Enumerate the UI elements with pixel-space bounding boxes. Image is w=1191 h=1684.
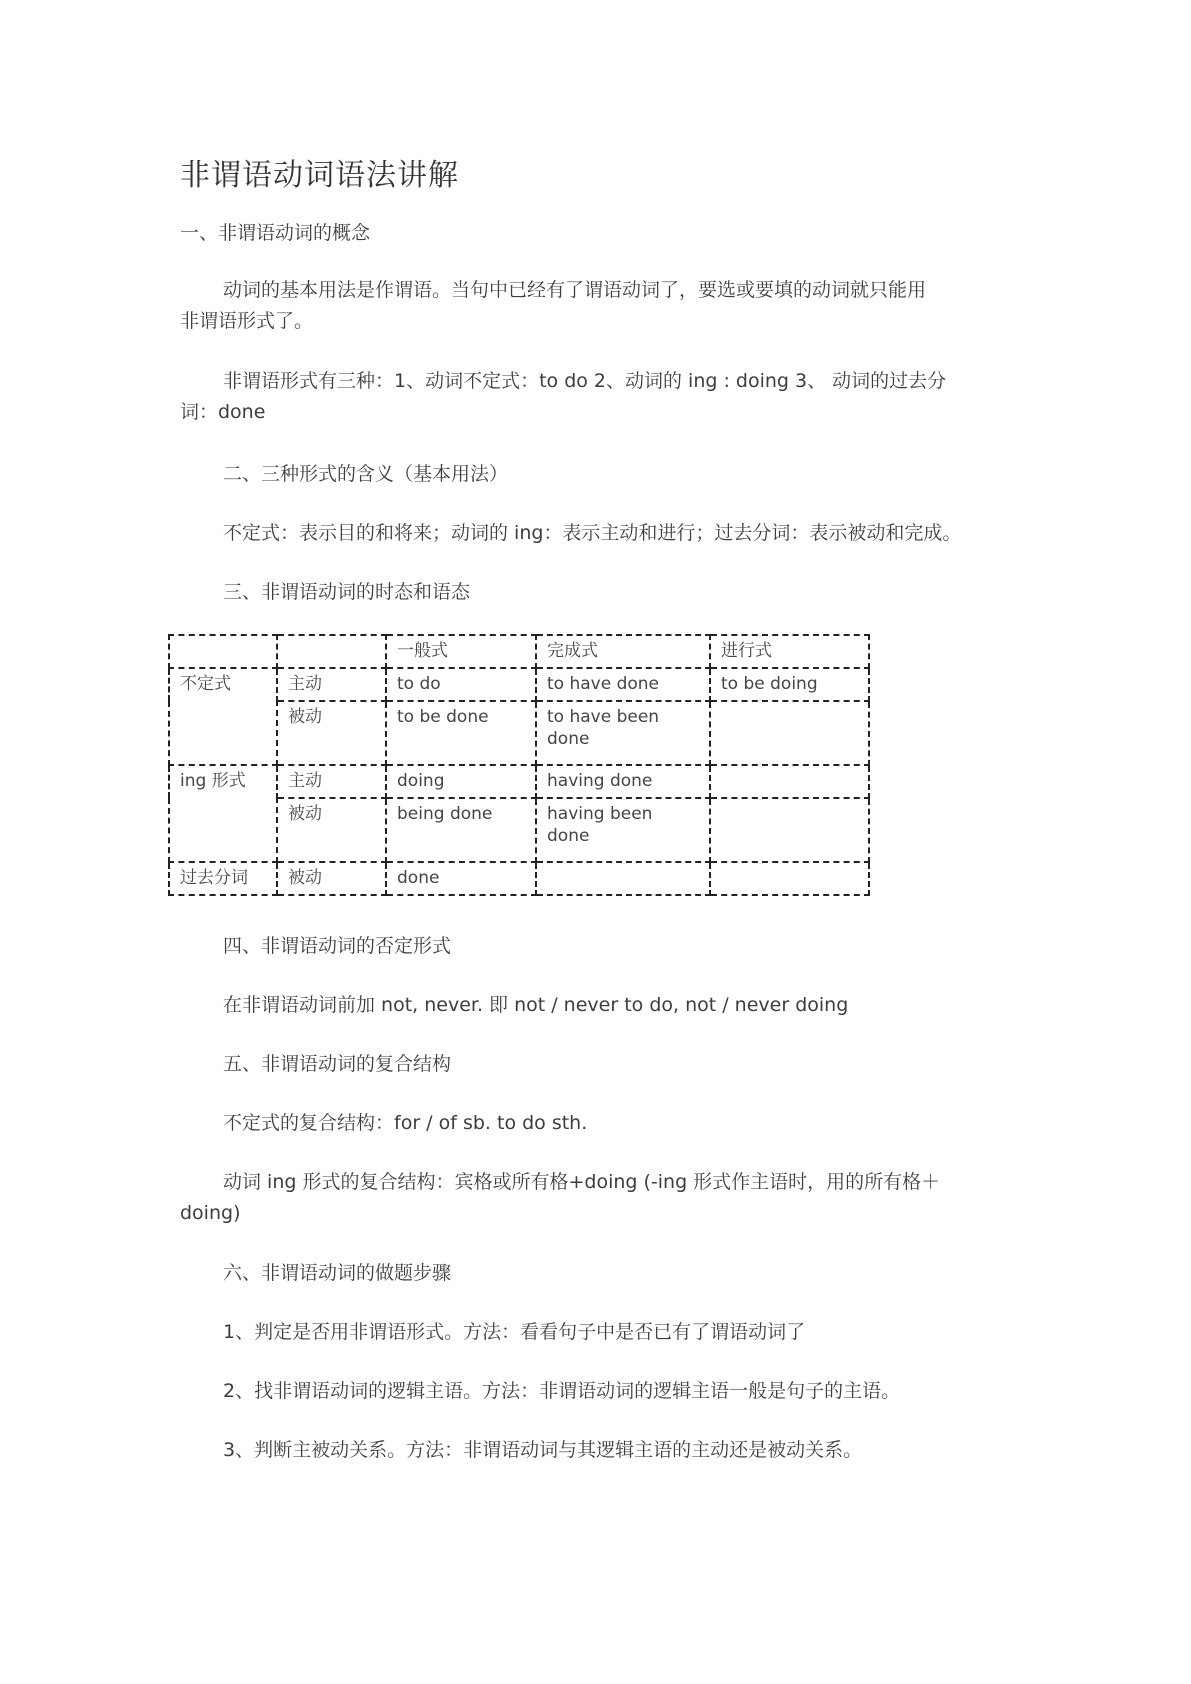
table-cell-voice: 被动 xyxy=(277,701,386,765)
table-header-cell: 进行式 xyxy=(710,635,869,668)
section-5-paragraph-1: 不定式的复合结构：for / of sb. to do sth. xyxy=(223,1112,588,1134)
section-1-heading: 一、非谓语动词的概念 xyxy=(180,222,371,244)
step-1: 1、判定是否用非谓语形式。方法：看看句子中是否已有了谓语动词了 xyxy=(223,1321,806,1343)
table-cell-form: 不定式 xyxy=(169,668,277,765)
table-cell xyxy=(710,798,869,862)
table-cell: having been done xyxy=(536,798,710,862)
table-cell-voice: 被动 xyxy=(277,798,386,862)
section-4-body: 在非谓语动词前加 not, never. 即 not / never to do, not / never doing xyxy=(223,994,849,1016)
step-3: 3、判断主被动关系。方法：非谓语动词与其逻辑主语的主动还是被动关系。 xyxy=(223,1439,863,1461)
paragraph-line: 动词 ing 形式的复合结构：宾格或所有格+doing (-ing 形式作主语时，用的所有格＋ xyxy=(223,1171,941,1193)
table-cell-form: ing 形式 xyxy=(169,765,277,862)
table-cell-voice: 主动 xyxy=(277,668,386,701)
section-5-heading: 五、非谓语动词的复合结构 xyxy=(223,1053,452,1075)
paragraph-line: 动词的基本用法是作谓语。当句中已经有了谓语动词了，要选或要填的动词就只能用 xyxy=(223,279,927,301)
page-title: 非谓语动词语法讲解 xyxy=(180,158,459,193)
table-cell: to have done xyxy=(536,668,710,701)
section-4-heading: 四、非谓语动词的否定形式 xyxy=(223,935,452,957)
table-row xyxy=(169,862,869,895)
paragraph-line: 非谓语形式有三种：1、动词不定式：to do 2、动词的 ing : doing 3、 动词的过去分 xyxy=(223,370,947,392)
table-cell: having done xyxy=(536,765,710,798)
table-cell-voice: 被动 xyxy=(277,862,386,895)
section-1-paragraph-2 xyxy=(180,366,1040,428)
section-3-heading: 三、非谓语动词的时态和语态 xyxy=(223,581,471,603)
table-cell xyxy=(536,862,710,895)
section-5-paragraph-2 xyxy=(180,1167,1040,1229)
table-cell: done xyxy=(386,862,536,895)
section-1-paragraph-1 xyxy=(180,275,1040,337)
table-header-cell xyxy=(169,635,277,668)
paragraph-line: 非谓语形式了。 xyxy=(180,310,314,332)
table-cell xyxy=(710,862,869,895)
table-cell-form: 过去分词 xyxy=(169,862,277,895)
table-cell: to be done xyxy=(386,701,536,765)
table-row xyxy=(169,765,869,798)
table-header-cell: 一般式 xyxy=(386,635,536,668)
table-row xyxy=(169,668,869,701)
table-cell: doing xyxy=(386,765,536,798)
section-2-body: 不定式：表示目的和将来；动词的 ing：表示主动和进行；过去分词：表示被动和完成。 xyxy=(223,522,962,544)
table-cell: to have been done xyxy=(536,701,710,765)
table-header-row xyxy=(169,635,869,668)
paragraph-line: doing) xyxy=(180,1202,241,1224)
table-cell: being done xyxy=(386,798,536,862)
table-cell: to be doing xyxy=(710,668,869,701)
table-cell xyxy=(710,765,869,798)
section-6-heading: 六、非谓语动词的做题步骤 xyxy=(223,1262,452,1284)
tense-voice-table xyxy=(168,634,870,896)
table-cell-voice: 主动 xyxy=(277,765,386,798)
table-cell xyxy=(710,701,869,765)
table-cell: to do xyxy=(386,668,536,701)
section-2-heading: 二、三种形式的含义（基本用法） xyxy=(223,463,509,485)
table-header-cell xyxy=(277,635,386,668)
table-header-cell: 完成式 xyxy=(536,635,710,668)
step-2: 2、找非谓语动词的逻辑主语。方法：非谓语动词的逻辑主语一般是句子的主语。 xyxy=(223,1380,901,1402)
paragraph-line: 词：done xyxy=(180,401,266,423)
